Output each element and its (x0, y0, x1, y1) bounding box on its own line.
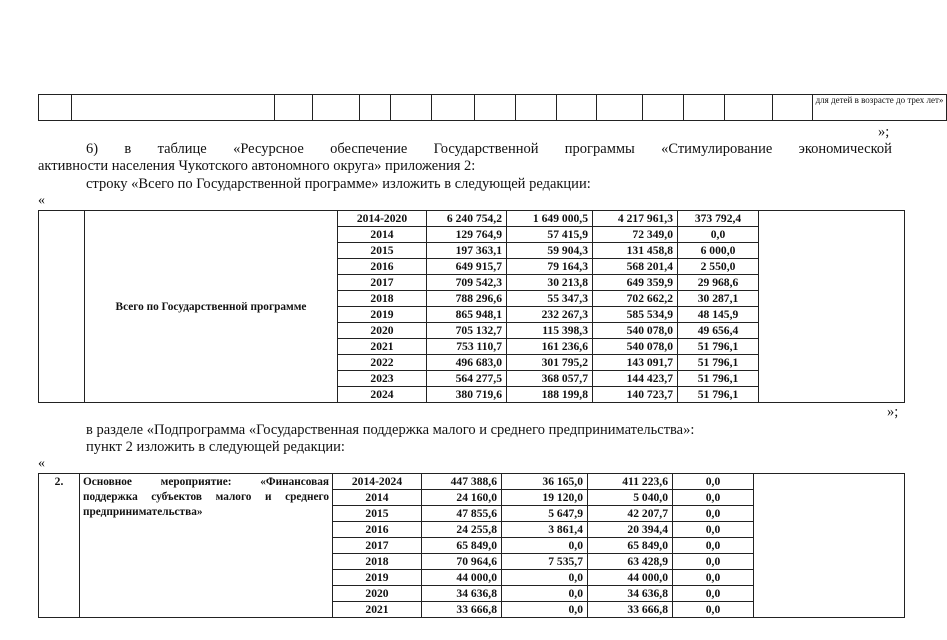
paragraph-word: «Стимулирование (661, 141, 773, 157)
value-cell: 496 683,0 (427, 355, 507, 371)
paragraph-word: программы (564, 141, 635, 157)
opening-quote: « (38, 456, 45, 471)
value-cell: 232 267,3 (507, 307, 593, 323)
value-cell: 649 915,7 (427, 259, 507, 275)
paragraph-word: 6) (86, 141, 99, 157)
subprogram-line-1: в разделе «Подпрограмма «Государственная поддержка малого и среднего предпринимательства»: (86, 422, 695, 438)
activity-table (38, 473, 905, 618)
year-cell: 2014 (338, 227, 427, 243)
empty-cell (391, 95, 432, 121)
value-cell: 49 656,4 (678, 323, 759, 339)
value-cell: 44 000,0 (588, 570, 673, 586)
value-cell: 540 078,0 (593, 323, 678, 339)
value-cell: 0,0 (502, 602, 588, 618)
empty-cell (432, 95, 475, 121)
value-cell: 48 145,9 (678, 307, 759, 323)
value-cell: 51 796,1 (678, 371, 759, 387)
value-cell: 24 255,8 (422, 522, 502, 538)
value-cell: 65 849,0 (422, 538, 502, 554)
value-cell: 564 277,5 (427, 371, 507, 387)
value-cell: 0,0 (673, 490, 754, 506)
empty-cell (275, 95, 313, 121)
value-cell: 0,0 (673, 602, 754, 618)
year-cell: 2018 (333, 554, 422, 570)
value-cell: 1 649 000,5 (507, 211, 593, 227)
value-cell: 30 213,8 (507, 275, 593, 291)
empty-cell (557, 95, 597, 121)
value-cell: 34 636,8 (588, 586, 673, 602)
paragraph-word: в (124, 141, 132, 157)
empty-cell (684, 95, 725, 121)
table-note-cell: для детей в возрасте до трех лет» (813, 95, 947, 121)
year-cell: 2020 (338, 323, 427, 339)
value-cell: 0,0 (678, 227, 759, 243)
value-cell: 0,0 (502, 586, 588, 602)
value-cell: 44 000,0 (422, 570, 502, 586)
value-cell: 3 861,4 (502, 522, 588, 538)
value-cell: 6 240 754,2 (427, 211, 507, 227)
year-cell: 2014-2020 (338, 211, 427, 227)
opening-quote: « (38, 193, 45, 208)
value-cell: 30 287,1 (678, 291, 759, 307)
value-cell: 702 662,2 (593, 291, 678, 307)
value-cell: 131 458,8 (593, 243, 678, 259)
value-cell: 57 415,9 (507, 227, 593, 243)
value-cell: 568 201,4 (593, 259, 678, 275)
value-cell: 129 764,9 (427, 227, 507, 243)
empty-cell (360, 95, 391, 121)
value-cell: 42 207,7 (588, 506, 673, 522)
value-cell: 197 363,1 (427, 243, 507, 259)
value-cell: 585 534,9 (593, 307, 678, 323)
year-cell: 2015 (338, 243, 427, 259)
paragraph-word: экономической (798, 141, 892, 157)
value-cell: 55 347,3 (507, 291, 593, 307)
value-cell: 447 388,6 (422, 474, 502, 490)
empty-cell (773, 95, 813, 121)
value-cell: 0,0 (673, 506, 754, 522)
value-cell: 6 000,0 (678, 243, 759, 259)
value-cell: 865 948,1 (427, 307, 507, 323)
year-cell: 2014-2024 (333, 474, 422, 490)
value-cell: 368 057,7 (507, 371, 593, 387)
value-cell: 5 647,9 (502, 506, 588, 522)
year-cell: 2024 (338, 387, 427, 403)
value-cell: 0,0 (502, 538, 588, 554)
value-cell: 5 040,0 (588, 490, 673, 506)
table-row (39, 211, 905, 227)
year-cell: 2018 (338, 291, 427, 307)
empty-cell (475, 95, 516, 121)
value-cell: 0,0 (673, 522, 754, 538)
value-cell: 753 110,7 (427, 339, 507, 355)
value-cell: 0,0 (673, 554, 754, 570)
year-cell: 2023 (338, 371, 427, 387)
value-cell: 51 796,1 (678, 339, 759, 355)
year-cell: 2022 (338, 355, 427, 371)
value-cell: 373 792,4 (678, 211, 759, 227)
value-cell: 140 723,7 (593, 387, 678, 403)
year-cell: 2017 (338, 275, 427, 291)
year-cell: 2016 (333, 522, 422, 538)
empty-cell (759, 211, 905, 403)
value-cell: 411 223,6 (588, 474, 673, 490)
empty-cell (643, 95, 684, 121)
value-cell: 70 964,6 (422, 554, 502, 570)
row-label-cell: Всего по Государственной программе (85, 211, 338, 403)
value-cell: 540 078,0 (593, 339, 678, 355)
value-cell: 33 666,8 (422, 602, 502, 618)
value-cell: 709 542,3 (427, 275, 507, 291)
year-cell: 2017 (333, 538, 422, 554)
value-cell: 36 165,0 (502, 474, 588, 490)
value-cell: 72 349,0 (593, 227, 678, 243)
year-cell: 2015 (333, 506, 422, 522)
year-cell: 2021 (333, 602, 422, 618)
year-cell: 2019 (338, 307, 427, 323)
value-cell: 301 795,2 (507, 355, 593, 371)
paragraph-word: таблице (157, 141, 207, 157)
value-cell: 29 968,6 (678, 275, 759, 291)
empty-cell (725, 95, 773, 121)
value-cell: 144 423,7 (593, 371, 678, 387)
value-cell: 188 199,8 (507, 387, 593, 403)
value-cell: 0,0 (673, 570, 754, 586)
value-cell: 79 164,3 (507, 259, 593, 275)
closing-quote: »; (878, 124, 890, 140)
empty-cell (72, 95, 275, 121)
paragraph-word: «Ресурсное (233, 141, 304, 157)
value-cell: 7 535,7 (502, 554, 588, 570)
value-cell: 143 091,7 (593, 355, 678, 371)
value-cell: 47 855,6 (422, 506, 502, 522)
value-cell: 380 719,6 (427, 387, 507, 403)
value-cell: 788 296,6 (427, 291, 507, 307)
year-cell: 2014 (333, 490, 422, 506)
value-cell: 0,0 (673, 538, 754, 554)
value-cell: 34 636,8 (422, 586, 502, 602)
subprogram-line-2: пункт 2 изложить в следующей редакции: (86, 439, 345, 455)
year-cell: 2020 (333, 586, 422, 602)
closing-quote: »; (887, 404, 899, 420)
value-cell: 51 796,1 (678, 387, 759, 403)
value-cell: 115 398,3 (507, 323, 593, 339)
year-cell: 2016 (338, 259, 427, 275)
value-cell: 19 120,0 (502, 490, 588, 506)
value-cell: 0,0 (502, 570, 588, 586)
value-cell: 4 217 961,3 (593, 211, 678, 227)
table-row (39, 474, 905, 490)
paragraph-6-line-2: активности населения Чукотского автономного округа» приложения 2: (38, 158, 476, 174)
value-cell: 2 550,0 (678, 259, 759, 275)
empty-cell (754, 474, 905, 618)
empty-cell (313, 95, 360, 121)
paragraph-6-line-3: строку «Всего по Государственной программе» изложить в следующей редакции: (86, 176, 591, 192)
value-cell: 0,0 (673, 474, 754, 490)
value-cell: 63 428,9 (588, 554, 673, 570)
year-cell: 2021 (338, 339, 427, 355)
row-index-cell: 2. (39, 474, 80, 618)
total-program-table (38, 210, 905, 403)
value-cell: 65 849,0 (588, 538, 673, 554)
year-cell: 2019 (333, 570, 422, 586)
paragraph-word: обеспечение (330, 141, 408, 157)
empty-cell (516, 95, 557, 121)
value-cell: 20 394,4 (588, 522, 673, 538)
top-table-fragment (38, 94, 947, 121)
empty-cell (597, 95, 643, 121)
value-cell: 33 666,8 (588, 602, 673, 618)
value-cell: 24 160,0 (422, 490, 502, 506)
value-cell: 161 236,6 (507, 339, 593, 355)
value-cell: 0,0 (673, 586, 754, 602)
paragraph-word: Государственной (433, 141, 539, 157)
value-cell: 51 796,1 (678, 355, 759, 371)
empty-cell (39, 95, 72, 121)
paragraph-6-line-1 (86, 141, 892, 157)
value-cell: 649 359,9 (593, 275, 678, 291)
row-index-cell (39, 211, 85, 403)
value-cell: 705 132,7 (427, 323, 507, 339)
value-cell: 59 904,3 (507, 243, 593, 259)
row-label-cell: Основное мероприятие: «Финансовая поддержка субъектов малого и среднего предпринимательства» (80, 474, 333, 618)
